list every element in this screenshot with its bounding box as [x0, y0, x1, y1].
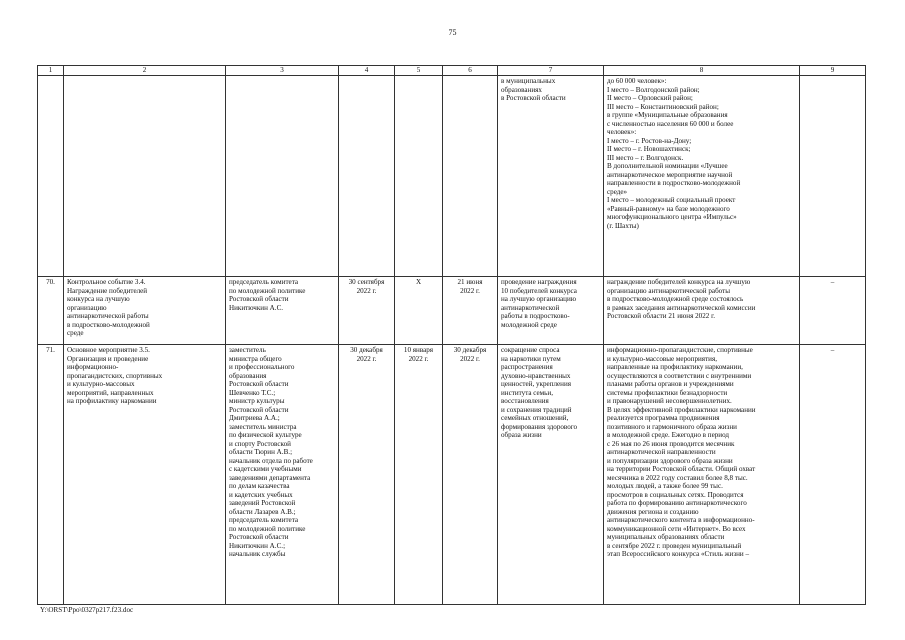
result-cell: [498, 345, 604, 605]
report-table: [37, 65, 866, 605]
cell-line: 10 победителей конкурса: [501, 286, 577, 295]
cell-line: по молодежной политике: [229, 286, 306, 295]
cell-line: в молодежной среде. Ежегодно в период: [607, 431, 730, 439]
cell-line: и профессионального: [229, 363, 295, 371]
table-row: [38, 76, 866, 277]
cell-line: Ростовской области: [229, 533, 289, 541]
cell-line: Х: [415, 278, 422, 286]
cell-line: I место – г. Ростов-на-Дону;: [607, 136, 692, 145]
cell-line: месячника в 2022 году составил более 8,8 тыс.: [607, 473, 748, 482]
end-date-cell: [443, 76, 498, 277]
cell-line: осуществляются в соответствии с внутренними: [607, 371, 752, 380]
cell-line: молодежной среде: [501, 320, 557, 329]
cell-line: семейных отношений,: [501, 414, 569, 422]
responsible-cell: [226, 345, 339, 605]
cell-line: III место – Константиновский район;: [607, 102, 719, 111]
cell-line: образа жизни: [501, 431, 542, 439]
cell-line: Никитючкин А.С.: [229, 303, 284, 312]
cell-line: с кадетскими учебными: [229, 465, 302, 473]
end-date-cell: [443, 345, 498, 605]
cell-line: 21 июня: [457, 278, 483, 286]
cell-line: пропагандистских, спортивных: [67, 371, 163, 380]
cell-line: Ростовской области: [229, 380, 289, 388]
cell-line: и культурно-массовых: [67, 380, 135, 388]
cell-line: заместитель: [229, 346, 266, 354]
column-number-row: [38, 66, 866, 76]
cell-line: 2022 г.: [408, 354, 429, 363]
cell-line: этап Всероссийского конкурса «Стиль жизни –: [607, 550, 750, 558]
cell-line: начальник службы: [229, 550, 286, 558]
cell-line: молодых людей, а также более 99 тыс.: [607, 482, 723, 490]
column-header: 9: [800, 66, 866, 76]
plan-date-cell: [339, 277, 395, 345]
cell-line: министр культуры: [229, 397, 285, 405]
cell-line: «Равный-равному» на базе молодежного: [607, 204, 730, 213]
cell-line: по делам казачества: [229, 482, 290, 490]
cell-line: II место – г. Новошахтинск;: [607, 145, 691, 153]
table-row: [38, 277, 866, 345]
cell-line: председатель комитета: [229, 516, 299, 524]
note-cell: –: [800, 277, 866, 345]
cell-line: среде»: [607, 187, 628, 196]
cell-line: ценностей, укрепления: [501, 380, 572, 388]
cell-line: Дмитриева А.А.;: [229, 414, 280, 422]
cell-line: антинаркотической направленности: [607, 448, 716, 456]
cell-line: работы в подростково-: [501, 312, 570, 320]
row-number: [38, 76, 64, 277]
cell-line: и спорту Ростовской: [229, 439, 291, 448]
column-header: 4: [339, 66, 395, 76]
cell-line: в сентябре 2022 г. проведен муниципальный: [607, 541, 742, 550]
event-cell: [64, 277, 226, 345]
cell-line: Награждение победителей: [67, 286, 148, 295]
result-cell: [498, 277, 604, 345]
row-number: 70.: [38, 277, 64, 345]
cell-line: просмотров в социальных сетях. Проводится: [607, 490, 744, 499]
cell-line: 2022 г.: [356, 286, 377, 295]
cell-line: и кадетских учебных: [229, 490, 293, 499]
column-header: 8: [604, 66, 800, 76]
cell-line: образованиях: [501, 85, 542, 94]
cell-line: по молодежной политике: [229, 524, 306, 533]
cell-line: Ростовской области: [229, 295, 289, 303]
cell-line: муниципальных образованиях области: [607, 533, 725, 541]
cell-line: области Лазарев А.В.;: [229, 507, 296, 516]
event-cell: [64, 345, 226, 605]
cell-line: системы профилактики безнадзорности: [607, 388, 728, 397]
cell-line: направленности в подростково-молодежной: [607, 179, 741, 187]
cell-line: человек»:: [607, 128, 637, 136]
file-path-footer: Y:\ORST\Ppo\0327p217.f23.doc: [40, 606, 134, 614]
start-date-cell: [395, 345, 443, 605]
cell-line: награждение победителей конкурса на лучшую: [607, 278, 751, 286]
cell-line: антинаркотического контента в информационно-: [607, 516, 755, 524]
plan-date-cell: [339, 76, 395, 277]
cell-line: В целях эффективной профилактики наркомании: [607, 405, 756, 414]
column-header: 1: [38, 66, 64, 76]
cell-line: реализуется программа продвижения: [607, 414, 720, 422]
cell-line: организацию антинаркотической работы: [607, 286, 730, 295]
info-cell: [604, 277, 800, 345]
cell-line: организацию: [67, 303, 107, 312]
cell-line: информационно-: [67, 363, 119, 371]
cell-line: движения региона и созданию: [607, 507, 699, 516]
cell-line: позитивного и гармоничного образа жизни: [607, 422, 737, 431]
cell-line: начальник отдела по работе: [229, 456, 313, 465]
cell-line: и культурно-массовые мероприятия,: [607, 354, 717, 363]
cell-line: I место – молодежный социальный проект: [607, 196, 736, 204]
cell-line: 2022 г.: [460, 286, 480, 295]
table-row: [38, 345, 866, 605]
cell-line: коммуникационной сети «Интернет». Во всех: [607, 524, 746, 533]
column-header: 2: [64, 66, 226, 76]
cell-line: в Ростовской области: [501, 94, 566, 102]
table-body: [38, 76, 866, 605]
cell-line: в муниципальных: [501, 77, 556, 85]
cell-line: планами работы органов и учреждениями: [607, 380, 734, 388]
cell-line: I место – Волгодонской район;: [607, 85, 700, 94]
cell-line: антинаркотической: [501, 303, 560, 312]
note-cell: –: [800, 345, 866, 605]
cell-line: на территории Ростовской области. Общий охват: [607, 465, 756, 473]
cell-line: и правонарушений несовершеннолетних.: [607, 397, 732, 405]
responsible-cell: [226, 76, 339, 277]
cell-line: заместитель министра: [229, 422, 297, 431]
plan-date-cell: [339, 345, 395, 605]
cell-line: духовно-нравственных: [501, 371, 571, 380]
cell-line: и сохранения традиций: [501, 405, 572, 414]
cell-line: Контрольное событие 3.4.: [67, 278, 146, 286]
cell-line: в группе «Муниципальные образования: [607, 111, 728, 119]
cell-line: на профилактику наркомании: [67, 397, 157, 405]
cell-line: заведениями департамента: [229, 473, 311, 482]
cell-line: 30 сентября: [348, 278, 385, 286]
cell-line: формирования здорового: [501, 422, 578, 431]
cell-line: среде: [67, 329, 84, 337]
cell-line: антинаркотической работы: [67, 312, 149, 320]
cell-line: работа по формированию антинаркотического: [607, 499, 747, 507]
cell-line: председатель комитета: [229, 278, 299, 286]
cell-line: Основное мероприятие 3.5.: [67, 346, 150, 354]
end-date-cell: [443, 277, 498, 345]
cell-line: восстановления: [501, 397, 549, 405]
cell-line: III место – г. Волгодонск.: [607, 153, 684, 162]
info-cell: [604, 345, 800, 605]
cell-line: информационно-пропагандистские, спортивные: [607, 346, 753, 354]
column-header: 7: [498, 66, 604, 76]
event-cell: [64, 76, 226, 277]
cell-line: Шевченко Т.С.;: [229, 388, 276, 397]
cell-line: Ростовской области 21 июня 2022 г.: [607, 312, 715, 320]
column-header: 3: [226, 66, 339, 76]
result-cell: [498, 76, 604, 277]
cell-line: и популяризации здорового образа жизни: [607, 456, 733, 465]
cell-line: заведений Ростовской: [229, 499, 296, 507]
cell-line: Организация и проведение: [67, 354, 149, 363]
cell-line: 2022 г.: [460, 354, 480, 363]
page-number: 75: [448, 28, 457, 37]
cell-line: в подростково-молодежной: [67, 320, 150, 329]
cell-line: мероприятий, направленных: [67, 388, 154, 397]
cell-line: Никитючкин А.С.;: [229, 541, 286, 550]
cell-line: 30 декабря: [453, 346, 487, 354]
note-cell: [800, 76, 866, 277]
cell-line: по физической культуре: [229, 431, 302, 439]
cell-line: министра общего: [229, 354, 282, 363]
cell-line: образования: [229, 371, 267, 380]
cell-line: Ростовской области: [229, 405, 289, 414]
cell-line: на лучшую организацию: [501, 295, 577, 303]
cell-line: распространения: [501, 363, 553, 371]
column-header: 5: [395, 66, 443, 76]
cell-line: проведение награждения: [501, 278, 577, 286]
cell-line: в рамках заседания антинаркотической комиссии: [607, 303, 756, 312]
cell-line: в подростково-молодежной среде состоялось: [607, 295, 744, 303]
column-header: 6: [443, 66, 498, 76]
cell-line: антинаркотическое мероприятие научной: [607, 170, 733, 179]
cell-line: института семьи,: [501, 388, 553, 397]
cell-line: многофункционального центра «Импульс»: [607, 213, 737, 221]
cell-line: области Тюрин А.В.;: [229, 448, 293, 456]
cell-line: на наркотики путем: [501, 354, 561, 363]
cell-line: 30 декабря: [350, 346, 383, 354]
responsible-cell: [226, 277, 339, 345]
start-date-cell: [395, 277, 443, 345]
info-cell: [604, 76, 800, 277]
cell-line: 10 января: [403, 346, 434, 354]
cell-line: сокращение спроса: [501, 346, 560, 354]
row-number: 71.: [38, 345, 64, 605]
start-date-cell: [395, 76, 443, 277]
cell-line: 2022 г.: [356, 354, 377, 363]
cell-line: В дополнительной номинации «Лучшее: [607, 162, 728, 170]
cell-line: с 26 мая по 26 июня проводится месячник: [607, 439, 735, 448]
cell-line: II место – Орловский район;: [607, 94, 693, 102]
cell-line: до 60 000 человек»:: [607, 77, 667, 85]
cell-line: направленные на профилактику наркомании,: [607, 363, 743, 371]
cell-line: (г. Шахты): [607, 221, 639, 230]
cell-line: конкурса на лучшую: [67, 295, 130, 303]
cell-line: с численностью населения 60 000 и более: [607, 119, 734, 128]
